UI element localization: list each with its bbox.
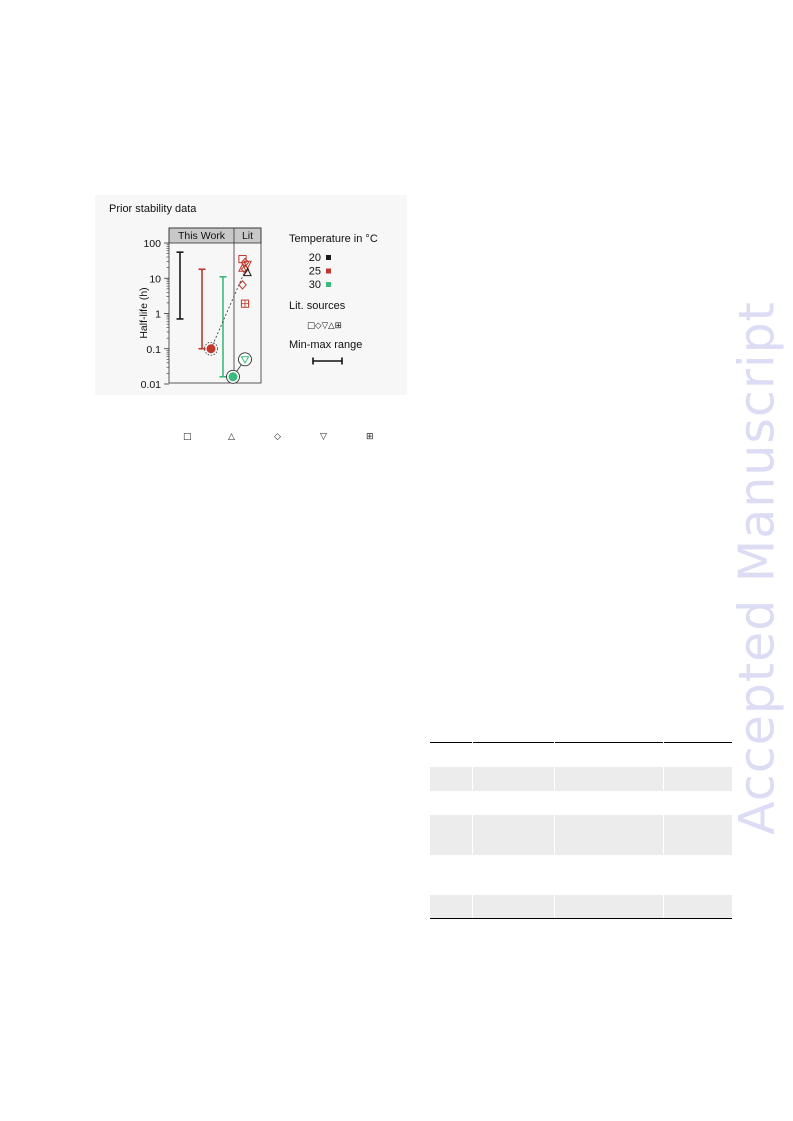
table-bottom-rule [430, 918, 732, 919]
table-column-divider [472, 742, 473, 920]
table-column-divider [663, 742, 664, 920]
panel-label-lit: Lit [241, 230, 254, 242]
y-tick-label: 1 [155, 308, 161, 321]
table-row-shaded [430, 815, 732, 855]
panel-label-this-work: This Work [177, 230, 226, 242]
legend-temperature-30: 30 [308, 279, 321, 291]
legend-swatch-30 [326, 282, 331, 287]
legend-temperature-title: Temperature in °C [289, 233, 378, 245]
stability-chart [95, 195, 407, 395]
legend-swatch-20 [326, 255, 331, 260]
trend-line-25 [211, 271, 245, 349]
table-column-divider [554, 742, 555, 920]
symbol-square: □ [183, 432, 192, 442]
legend-lit-sources-title: Lit. sources [289, 300, 346, 312]
legend-temperature-25: 25 [308, 265, 321, 278]
watermark-text: Accepted Manuscript [728, 301, 786, 835]
this-work-point-25 [207, 345, 215, 353]
table-top-rule [430, 742, 732, 743]
legend-range-title: Min-max range [289, 339, 363, 351]
empty-table [430, 742, 732, 920]
symbol-legend-row [0, 432, 793, 448]
symbol-diamond: ◇ [274, 432, 281, 442]
y-axis-label: Half-life (h) [138, 287, 150, 339]
y-tick-label: 0.01 [140, 379, 161, 391]
figure-title: Prior stability data [109, 203, 197, 215]
symbol-triangle-down: ▽ [320, 432, 327, 442]
symbol-triangle-up: △ [228, 432, 235, 442]
legend-lit-symbols: □◇▽△⊞ [307, 321, 342, 331]
symbol-square-plus: ⊞ [366, 432, 374, 442]
y-tick-label: 10 [149, 273, 161, 286]
stability-figure [95, 195, 407, 395]
this-work-point-30 [229, 373, 237, 381]
y-tick-label: 0.1 [146, 343, 161, 356]
table-row-shaded [430, 895, 732, 918]
table-row-shaded [430, 767, 732, 791]
legend-temperature-20: 20 [308, 252, 321, 264]
y-tick-label: 100 [143, 238, 161, 250]
legend-swatch-25 [326, 269, 331, 274]
